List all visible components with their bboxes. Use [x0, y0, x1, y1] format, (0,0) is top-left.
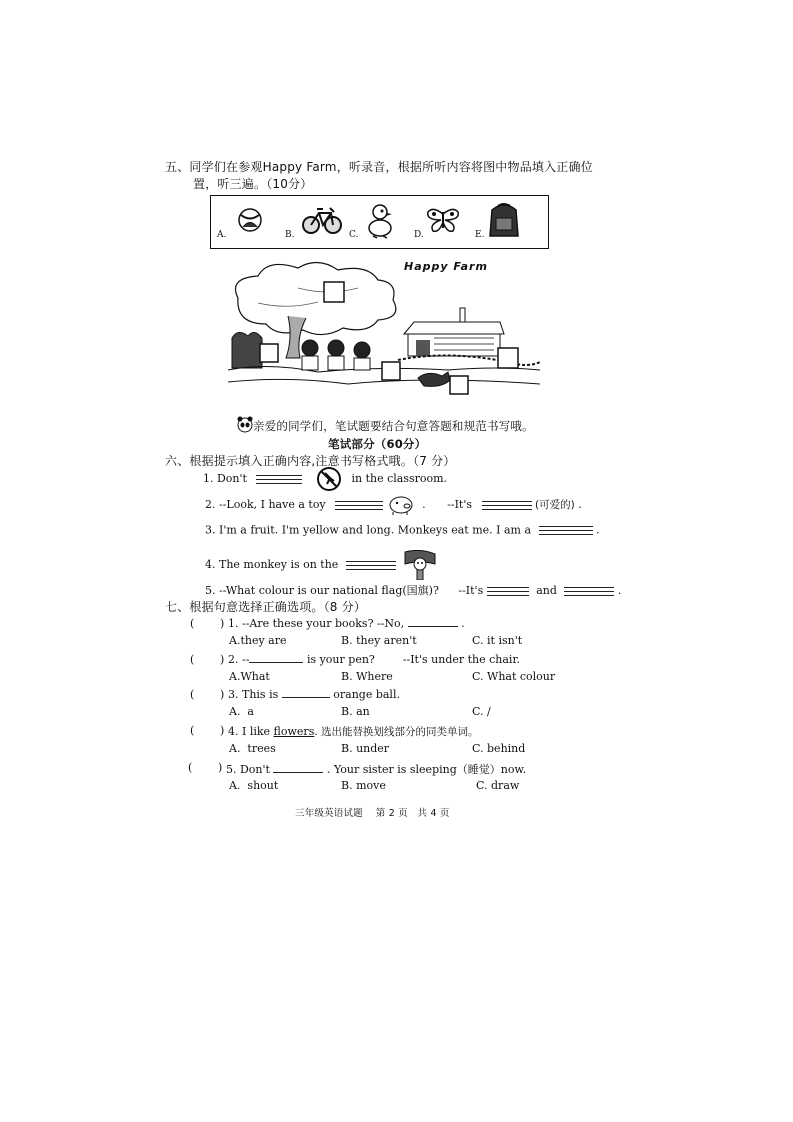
s7-q3-stem-end: orange ball.: [333, 688, 400, 701]
s7-q3-option-c[interactable]: C. /: [472, 705, 491, 718]
s7-q4-option-c[interactable]: C. behind: [472, 742, 526, 755]
s7-q1-option-c[interactable]: C. it isn't: [472, 634, 523, 647]
s7-q5-stem-text: 5. Don't: [226, 763, 270, 776]
s6-q5-and: and: [536, 584, 557, 597]
s7-q5-stem: [226, 761, 526, 777]
s7-q5-paren-close: ): [218, 761, 223, 774]
s6-q2-answer-lines-1[interactable]: [335, 498, 383, 513]
scene-title: Happy Farm: [404, 260, 488, 273]
s7-q5-blank[interactable]: [273, 771, 323, 773]
s7-q5-option-b[interactable]: B. move: [341, 779, 386, 792]
s6-q2-before: 2. --Look, I have a toy: [205, 498, 326, 511]
s7-q3-paren-open[interactable]: (: [190, 688, 195, 701]
s7-q3-blank[interactable]: [282, 696, 330, 698]
s7-q3-stem: [228, 688, 400, 701]
section5-title-line2: 置，听三遍。（10分）: [193, 177, 313, 191]
s6-q4-text: 4. The monkey is on the: [205, 558, 339, 571]
s6-q5-answer-lines-2[interactable]: [564, 584, 614, 599]
s6-q4-answer-lines[interactable]: [346, 558, 396, 573]
s7-q5-stem-end: . Your sister is sleeping（睡觉）now.: [326, 763, 527, 776]
s7-q2-paren-open[interactable]: (: [190, 653, 195, 666]
s7-q4-option-a[interactable]: A. trees: [229, 742, 276, 755]
s7-q2-stem: [228, 653, 520, 666]
ball-icon: [237, 206, 263, 234]
s6-q5: [205, 582, 621, 599]
butterfly-icon: [425, 206, 461, 234]
s7-q3-option-b[interactable]: B. an: [341, 705, 370, 718]
s7-q1-paren-open[interactable]: (: [190, 617, 195, 630]
s7-q2-stem-text: 2. --: [228, 653, 250, 666]
pictures-box: [210, 195, 549, 249]
s6-q1-after: in the classroom.: [351, 472, 448, 485]
s7-q4-underlined-word: flowers: [273, 725, 315, 738]
s6-q2: [205, 494, 582, 516]
s6-q4: [205, 550, 437, 580]
s7-q2-paren-close: ): [220, 653, 225, 666]
bicycle-icon: [301, 204, 343, 236]
section6-title: 六、根据提示填入正确内容,注意书写格式哦。（7 分）: [165, 454, 456, 468]
s6-q5-end: .: [617, 584, 622, 597]
s7-q4-stem-text: 4. I like: [228, 725, 271, 738]
picture-letter-a: A.: [217, 230, 227, 240]
s6-q1-before: 1. Don't: [203, 472, 247, 485]
s7-q4-stem-end: . 选出能替换划线部分的同类单词。: [314, 726, 479, 738]
written-part-heading: 笔试部分（60分）: [328, 437, 427, 451]
s7-q4-paren-open[interactable]: (: [190, 724, 195, 737]
s6-q2-its: --It's: [447, 498, 473, 511]
s7-q2-option-a[interactable]: A.What: [229, 670, 270, 683]
s6-q5-answer-lines-1[interactable]: [487, 584, 529, 599]
s6-q2-end: .: [578, 498, 582, 511]
note-text: 亲爱的同学们，笔试题要结合句意答题和规范书写哦。: [253, 419, 534, 433]
s6-q1-answer-lines[interactable]: [256, 472, 302, 487]
s7-q2-option-b[interactable]: B. Where: [341, 670, 393, 683]
s7-q3-stem-text: 3. This is: [228, 688, 279, 701]
s7-q2-blank[interactable]: [249, 661, 303, 663]
s6-q2-mid: .: [422, 498, 426, 511]
s7-q1-stem: [228, 617, 465, 630]
s6-q3-end: .: [596, 523, 600, 537]
panda-icon: [237, 416, 253, 434]
section5-title-line1: 五、同学们在参观Happy Farm，听录音，根据所听内容将图中物品填入正确位: [165, 160, 593, 174]
s7-q1-blank[interactable]: [408, 625, 458, 627]
s7-q1-paren-close: ): [220, 617, 225, 630]
s7-q1-stem-end: .: [461, 617, 465, 630]
s7-q4-stem: [228, 724, 479, 739]
s7-q4-paren-close: ): [220, 724, 225, 737]
s6-q3-answer-lines[interactable]: [539, 523, 593, 538]
s7-q4-option-b[interactable]: B. under: [341, 742, 390, 755]
pig-icon: [387, 494, 415, 516]
monkey-tree-icon: [403, 550, 437, 580]
s7-q3-paren-close: ): [220, 688, 225, 701]
s6-q2-hint: (可爱的): [535, 499, 575, 511]
picture-letter-c: C.: [349, 230, 359, 240]
s7-q5-option-c[interactable]: C. draw: [476, 779, 520, 792]
s7-q1-option-a[interactable]: A.they are: [229, 634, 287, 647]
s6-q2-answer-lines-2[interactable]: [482, 498, 532, 513]
s6-q5-text: 5. --What colour is our national flag(国旗)?: [205, 584, 439, 597]
schoolbag-icon: [486, 200, 522, 240]
s7-q5-paren-open[interactable]: (: [188, 761, 193, 774]
s7-q2-stem-end: is your pen? --It's under the chair.: [306, 653, 520, 666]
duck-icon: [367, 200, 395, 240]
s7-q1-option-b[interactable]: B. they aren't: [341, 634, 417, 647]
picture-letter-b: B.: [285, 230, 295, 240]
section7-title: 七、根据句意选择正确选项。（8 分）: [165, 600, 367, 614]
s7-q3-option-a[interactable]: A. a: [229, 705, 254, 718]
s6-q3-text: 3. I'm a fruit. I'm yellow and long. Monkeys eat me. I am a: [205, 523, 532, 537]
s6-q3: [205, 523, 600, 538]
farm-illustration: [228, 258, 540, 404]
s7-q5-option-a[interactable]: A. shout: [229, 779, 279, 792]
picture-letter-d: D.: [414, 230, 424, 240]
s6-q1: [203, 466, 447, 492]
s7-q1-stem-text: 1. --Are these your books? --No,: [228, 617, 405, 630]
picture-letter-e: E.: [475, 230, 485, 240]
page-footer: 三年级英语试题 第 2 页 共 4 页: [295, 808, 450, 819]
happy-farm-scene: [228, 258, 540, 404]
s6-q5-its: --It's: [458, 584, 484, 597]
no-running-icon: [316, 466, 342, 492]
s7-q2-option-c[interactable]: C. What colour: [472, 670, 556, 683]
